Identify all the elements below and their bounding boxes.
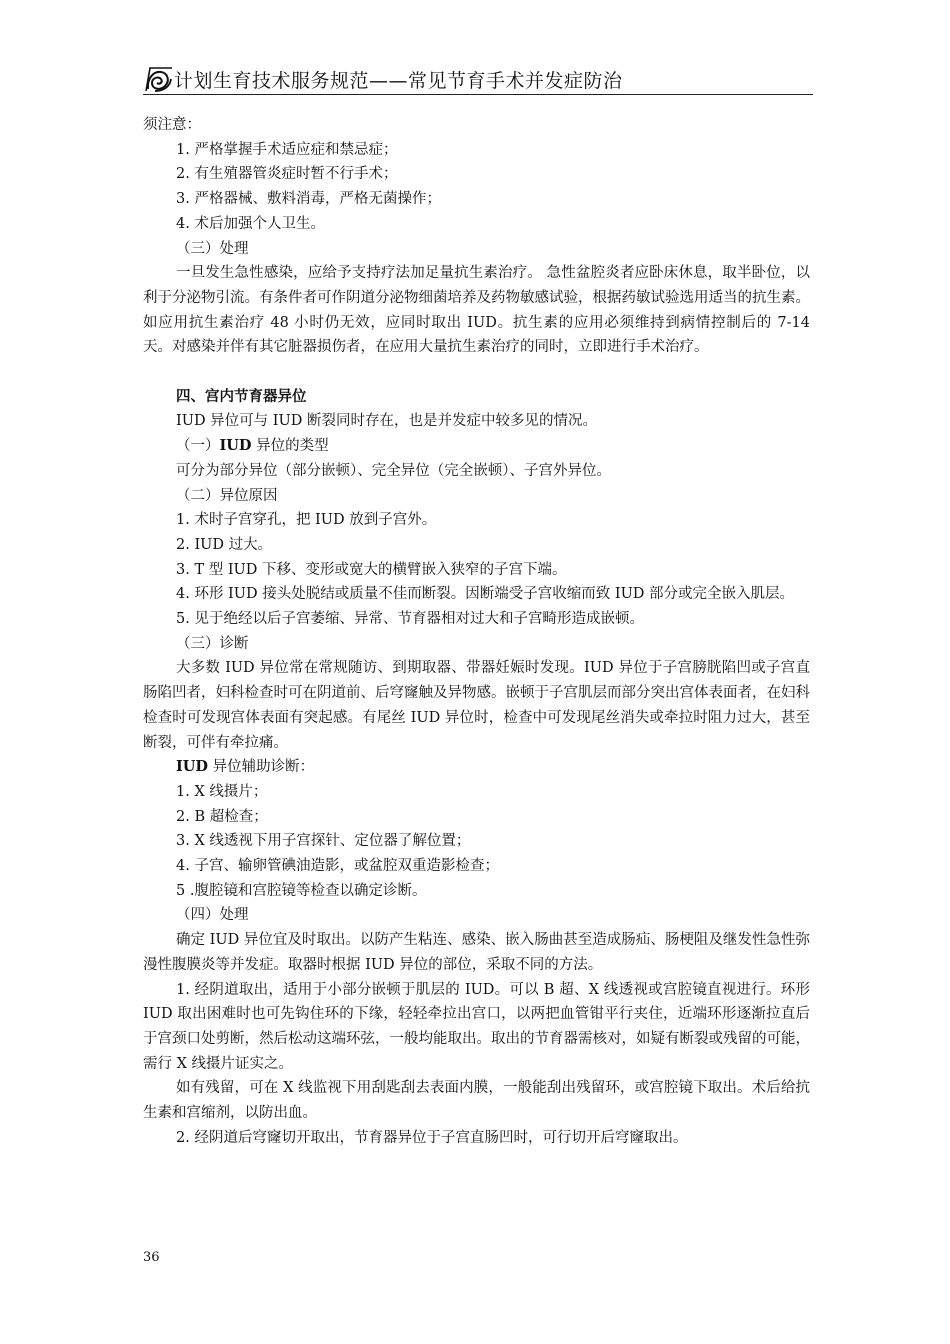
running-header-title: 计划生育技术服务规范——常见节育手术并发症防治 (174, 70, 623, 92)
subheading-causes: （二）异位原因 (176, 487, 278, 504)
subheading-auxiliary-diagnosis (143, 755, 810, 780)
page-number: 36 (143, 1250, 160, 1265)
document-body (143, 113, 810, 1151)
list-item: 3. X 线透视下用子宫探针、定位器了解位置； (176, 833, 471, 850)
subheading-diagnosis: （三）诊断 (176, 635, 249, 652)
paragraph-vaginal-removal: 1. 经阴道取出，适用于小部分嵌顿于肌层的 IUD。可以 B 超、X 线透视或宫腔镜直视进行。环形 IUD 取出困难时也可先钩住环的下缘，轻轻牵拉出宫口，以两把血管钳平行夹住，近端环形逐渐拉直后于宫颈口处剪断，然后松动这端环弦，一般均能取出。取出的节育器需核对，如疑有断裂或残留的可能，需行 X 线摄片证实之。 (143, 981, 810, 1072)
paragraph-posterior-fornix: 2. 经阴道后穹窿切开取出，节育器异位于子宫直肠凹时，可行切开后穹窿取出。 (176, 1129, 688, 1146)
family-planning-logo-icon (143, 65, 173, 93)
list-item: 4. 子宫、输卵管碘油造影，或盆腔双重造影检查； (176, 858, 499, 875)
paragraph-note-intro: 须注意： (143, 117, 201, 133)
paragraph-residual: 如有残留，可在 X 线监视下用刮匙刮去表面内膜，一般能刮出残留环，或宫腔镜下取出。术后给抗生素和宫缩剂，以防出血。 (143, 1080, 810, 1122)
subheading-text: 异位的类型 (251, 438, 329, 455)
list-item: 1. 术时子宫穿孔，把 IUD 放到子宫外。 (176, 512, 437, 529)
list-item: 2. 有生殖器管炎症时暂不行手术； (176, 166, 398, 183)
subheading-number: （一） (176, 438, 220, 455)
list-item: 1. 严格掌握手术适应症和禁忌症； (176, 141, 398, 158)
list-item: 1. X 线摄片； (176, 783, 268, 800)
paragraph-spacer (143, 360, 810, 385)
paragraph-diagnosis: 大多数 IUD 异位常在常规随访、到期取器、带器妊娠时发现。IUD 异位于子宫膀胱陷凹或子宫直肠陷凹者，妇科检查时可在阴道前、后穹窿触及异物感。嵌顿于子宫肌层而部分突出宫体表面者，在妇科检查时可发现宫体表面有突起感。有尾丝 IUD 异位时，检查中可发现尾丝消失或牵拉时阻力过大，甚至断裂，可伴有牵拉痛。 (143, 660, 810, 751)
paragraph-infection-treatment: 一旦发生急性感染，应给予支持疗法加足量抗生素治疗。 急性盆腔炎者应卧床休息，取半卧位，以利于分泌物引流。有条件者可作阴道分泌物细菌培养及药物敏感试验，根据药敏试验选用适当的抗生素。如应用抗生素治疗 48 小时仍无效，应同时取出 IUD。抗生素的应用必须维持到病情控制后的 7-14 天。对感染并伴有其它脏器损伤者，在应用大量抗生素治疗的同时，立即进行手术治疗。 (143, 265, 810, 356)
subheading-iud-bold: IUD (219, 437, 252, 455)
list-item: 4. 术后加强个人卫生。 (176, 215, 325, 232)
list-item: 2. IUD 过大。 (176, 536, 273, 553)
paragraph-types: 可分为部分异位（部分嵌顿）、完全异位（完全嵌顿）、子宫外异位。 (176, 462, 611, 479)
list-item: 2. B 超检查； (176, 808, 268, 825)
subheading-management: （四）处理 (176, 907, 249, 924)
paragraph-iud-intro: IUD 异位可与 IUD 断裂同时存在，也是并发症中较多见的情况。 (176, 413, 597, 430)
subheading-text: 异位辅助诊断： (208, 759, 315, 776)
list-item: 5. 见于绝经以后子宫萎缩、异常、节育器相对过大和子宫畸形造成嵌顿。 (176, 611, 644, 628)
subheading-treatment: （三）处理 (176, 240, 249, 257)
list-item: 3. 严格器械、敷料消毒，严格无菌操作； (176, 191, 441, 208)
list-item: 3. T 型 IUD 下移、变形或宽大的横臂嵌入狭窄的子宫下端。 (176, 561, 567, 578)
list-item: 5 .腹腔镜和宫腔镜等检查以确定诊断。 (176, 882, 427, 899)
subheading-iud-bold: IUD (176, 758, 209, 776)
header-divider (143, 94, 813, 95)
section-heading-iud-displacement: 四、宫内节育器异位 (176, 388, 307, 405)
list-item: 4. 环形 IUD 接头处脱结或质量不佳而断裂。因断端受子宫收缩而致 IUD 部分或完全嵌入肌层。 (176, 586, 795, 603)
page-header (143, 63, 813, 97)
paragraph-management: 确定 IUD 异位宜及时取出。以防产生粘连、感染、嵌入肠曲甚至造成肠疝、肠梗阻及继发性急性弥漫性腹膜炎等并发症。取器时根据 IUD 异位的部位，采取不同的方法。 (143, 932, 810, 973)
subheading-displacement-types (143, 434, 810, 459)
